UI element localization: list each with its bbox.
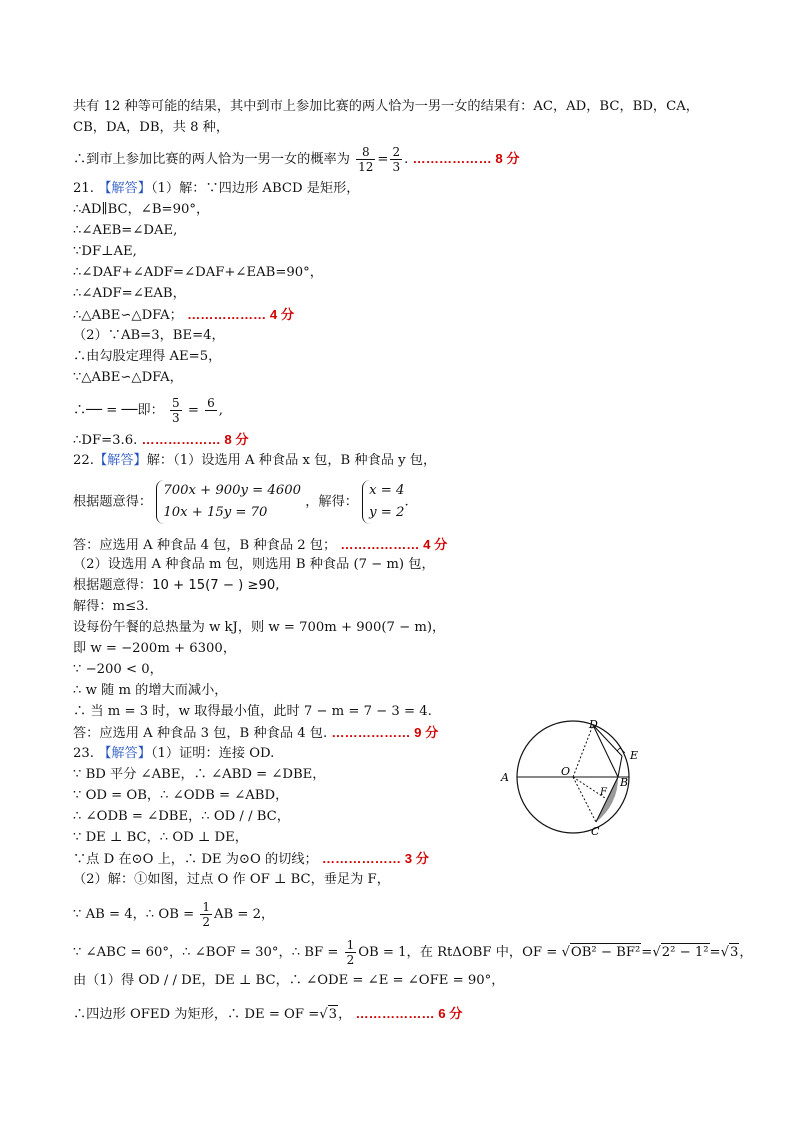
text-line: 答：应选用 A 种食品 3 包，B 种食品 4 包. ……………… 9 分 <box>73 725 439 741</box>
text-line: ∴∠AEB=∠DAE, <box>73 223 178 238</box>
ratio-line: ∴── = ──即： $\frac{5}{3}$ = 6 , <box>73 396 223 425</box>
text-line: CB，DA，DB，共 8 种， <box>73 120 230 135</box>
score-marker: ……………… 8 分 <box>412 151 520 166</box>
text-line: ∴DF=3.6. ……………… 8 分 <box>73 432 249 448</box>
probability-line: ∴到市上参加比赛的两人恰为一男一女的概率为 $\frac{8}{12}$ = $\frac{2}{3}$ . ……………… 8 分 <box>73 145 520 174</box>
system-line: 根据题意得： 700x + 900y = 4600 10x + 15y = 70 ，解得： x = 4 y = 2. <box>73 480 409 524</box>
text-line: ∵DF⊥AE, <box>73 244 137 259</box>
text-line: ∴ 当 m = 3 时，w 取得最小值，此时 7 − m = 7 − 3 = 4. <box>73 704 432 719</box>
fraction: 6 <box>207 396 215 410</box>
text-line: 设每份午餐的总热量为 w kJ，则 w = 700m + 900(7 − m)， <box>73 620 446 635</box>
segment-oc <box>573 777 596 822</box>
q21-header: 21. 【解答】（1）解：∵四边形 ABCD 是矩形， <box>73 181 360 196</box>
segment-eb <box>618 756 622 777</box>
label-d: D <box>589 718 598 731</box>
circle-figure <box>495 718 655 844</box>
text-line: ∵ −200 < 0， <box>73 662 163 677</box>
text-line: ∴ w 随 m 的增大而减小， <box>73 683 228 698</box>
score-marker: ……………… 4 分 <box>187 307 295 322</box>
text-line: ∴∠DAF+∠ADF=∠DAF+∠EAB=90°， <box>73 265 323 280</box>
score-marker: ……………… 6 分 <box>355 1006 463 1021</box>
text-line: 解得：m≤3. <box>73 599 149 614</box>
text-line: 即 w = −200m + 6300， <box>73 641 237 656</box>
score-marker: ……………… 8 分 <box>141 432 249 447</box>
text-line: ∴ ∠ODB = ∠DBE，∴ OD / / BC， <box>73 809 290 824</box>
label-c: C <box>591 825 600 838</box>
text-line: 答：应选用 A 种食品 4 包，B 种食品 2 包； ……………… 4 分 <box>73 537 448 553</box>
equation-system: 700x + 900y = 4600 10x + 15y = 70 <box>156 480 301 524</box>
text-line: ∴四边形 OFED 为矩形，∴ DE = OF =√3， ……………… 6 分 <box>73 1006 463 1022</box>
text-line: ∵ AB = 4，∴ OB = $\frac{1}{2}$ AB = 2， <box>73 900 275 929</box>
score-marker: ……………… 3 分 <box>321 851 429 866</box>
fraction: $\frac{5}{3}$ <box>171 396 180 425</box>
text-line: ∴∠ADF=∠EAB， <box>73 286 186 301</box>
label-f: F <box>600 787 607 798</box>
text-line: ∵ DE ⊥ BC，∴ OD ⊥ DE， <box>73 830 248 845</box>
text-line: 根据题意得：10 + 15(7 − ) ≥90, <box>73 578 280 593</box>
text-line: （2）设选用 A 种食品 m 包，则选用 B 种食品 (7 − m) 包， <box>73 557 435 572</box>
text-line: ∵△ABE∽△DFA， <box>73 370 183 385</box>
text-line: 由（1）得 OD / / DE，DE ⊥ BC，∴ ∠ODE = ∠E = ∠OFE = 90°， <box>73 973 505 988</box>
label-o: O <box>561 765 571 778</box>
text-line: ∵ OD = OB，∴ ∠ODB = ∠ABD， <box>73 788 289 803</box>
text-line: ∵点 D 在⊙O 上，∴ DE 为⊙O 的切线； ……………… 3 分 <box>73 851 429 867</box>
text-line: ∴△ABE∽△DFA； ……………… 4 分 <box>73 307 295 323</box>
q23-header: 23. 【解答】（1）证明：连接 OD. <box>73 746 275 761</box>
segment-db <box>593 725 618 777</box>
text-line: ∵ ∠ABC = 60°，∴ ∠BOF = 30°，∴ BF = $\frac{1}{2}$ OB = 1，在 RtΔOBF 中，OF = √OB² − BF²=√2² − 1²=√3， <box>73 938 753 967</box>
text-line: ∵ BD 平分 ∠ABE，∴ ∠ABD = ∠DBE， <box>73 767 326 782</box>
text-line: （2）∵AB=3，BE=4， <box>73 328 225 343</box>
fraction: $\frac{1}{2}$ <box>346 938 355 967</box>
text-line: （2）解：①如图，过点 O 作 OF ⊥ BC，垂足为 F， <box>73 872 390 887</box>
answer-tag: 【解答】 <box>98 746 151 761</box>
fraction: $\frac{8}{12}$ <box>358 145 374 174</box>
score-marker: ……………… 9 分 <box>331 725 439 740</box>
solution-system: x = 4 y = 2 <box>362 480 404 524</box>
text-line: 共有 12 种等可能的结果，其中到市上参加比赛的两人恰为一男一女的结果有：AC，AD，BC，BD，CA， <box>73 99 699 114</box>
answer-tag: 【解答】 <box>98 181 151 196</box>
label-a: A <box>501 771 509 784</box>
segment-od <box>573 725 593 777</box>
label-e: E <box>630 749 639 762</box>
text-line: ∴AD∥BC，∠B=90°， <box>73 202 210 217</box>
text-line: ∴由勾股定理得 AE=5， <box>73 349 222 364</box>
answer-tag: 【解答】 <box>93 453 147 468</box>
fraction: $\frac{1}{2}$ <box>202 900 210 929</box>
label-b: B <box>620 776 629 789</box>
score-marker: ……………… 4 分 <box>340 537 448 552</box>
fraction: $\frac{2}{3}$ <box>392 145 401 174</box>
q22-header: 22.【解答】解：（1）设选用 A 种食品 x 包，B 种食品 y 包， <box>73 453 437 468</box>
